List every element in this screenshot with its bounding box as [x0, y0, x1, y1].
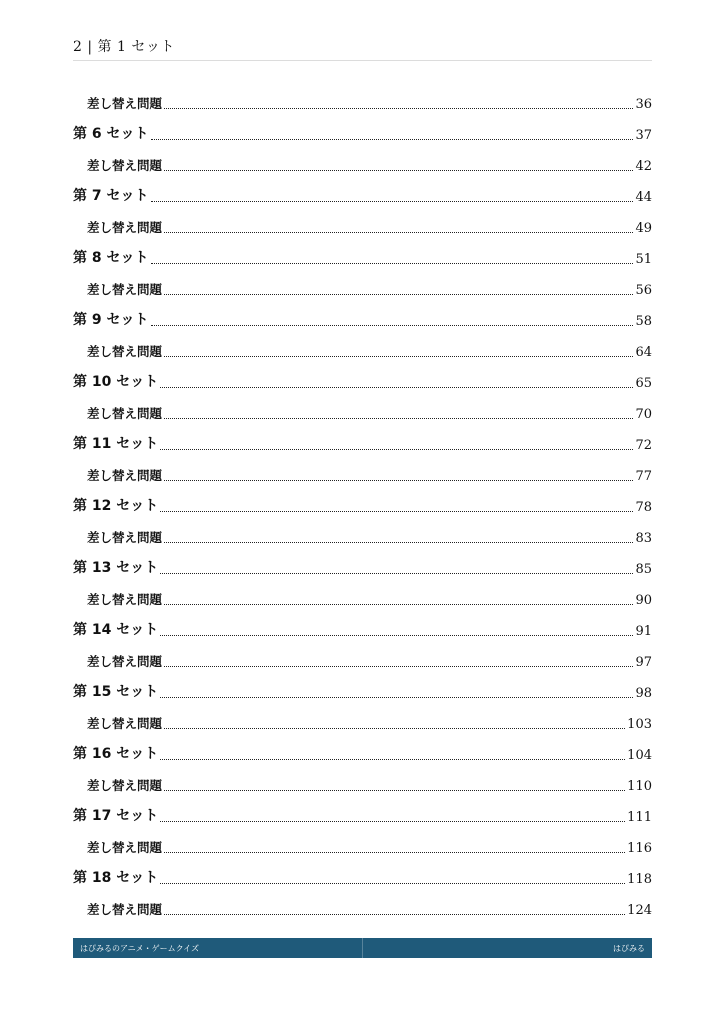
toc-entry-page-number: 104 — [627, 748, 652, 763]
dot-leader — [164, 293, 633, 295]
header-divider — [73, 60, 652, 61]
toc-entry-label: 第 8 セット — [73, 250, 149, 266]
toc-entry-set[interactable] — [73, 737, 652, 768]
toc-entry-label: 第 15 セット — [73, 684, 159, 700]
toc-entry-page-number: 36 — [635, 97, 652, 112]
toc-entry-page-number: 56 — [635, 283, 652, 298]
toc-entry-label: 差し替え問題 — [87, 96, 163, 111]
dot-leader — [164, 727, 625, 729]
toc-entry-replacement[interactable] — [73, 272, 652, 303]
toc-entry-label: 差し替え問題 — [87, 468, 163, 483]
toc-entry-replacement[interactable] — [73, 334, 652, 365]
dot-leader — [164, 851, 625, 853]
toc-entry-label: 第 14 セット — [73, 622, 159, 638]
toc-entry-set[interactable] — [73, 675, 652, 706]
dot-leader — [160, 634, 633, 636]
dot-leader — [164, 789, 625, 791]
toc-entry-label: 第 9 セット — [73, 312, 149, 328]
toc-entry-replacement[interactable] — [73, 86, 652, 117]
toc-entry-label: 差し替え問題 — [87, 840, 163, 855]
dot-leader — [160, 448, 633, 450]
dot-leader — [164, 107, 633, 109]
toc-entry-page-number: 78 — [635, 500, 652, 515]
toc-entry-page-number: 65 — [635, 376, 652, 391]
toc-entry-label: 差し替え問題 — [87, 344, 163, 359]
dot-leader — [151, 262, 634, 264]
toc-entry-page-number: 97 — [635, 655, 652, 670]
toc-entry-label: 差し替え問題 — [87, 716, 163, 731]
page-header: 2 | 第 1 セット — [73, 39, 175, 55]
dot-leader — [160, 758, 625, 760]
toc-entry-set[interactable] — [73, 861, 652, 892]
toc-entry-replacement[interactable] — [73, 582, 652, 613]
toc-entry-label: 差し替え問題 — [87, 530, 163, 545]
toc-entry-set[interactable] — [73, 799, 652, 830]
toc-entry-label: 差し替え問題 — [87, 282, 163, 297]
dot-leader — [164, 541, 633, 543]
toc-entry-page-number: 124 — [627, 903, 652, 918]
toc-entry-replacement[interactable] — [73, 830, 652, 861]
table-of-contents — [73, 86, 652, 923]
toc-entry-label: 差し替え問題 — [87, 654, 163, 669]
dot-leader — [164, 169, 633, 171]
toc-entry-page-number: 85 — [635, 562, 652, 577]
page-footer — [73, 938, 652, 958]
dot-leader — [160, 882, 625, 884]
toc-entry-set[interactable] — [73, 241, 652, 272]
toc-entry-page-number: 37 — [635, 128, 652, 143]
toc-entry-page-number: 90 — [635, 593, 652, 608]
toc-entry-page-number: 42 — [635, 159, 652, 174]
toc-entry-replacement[interactable] — [73, 148, 652, 179]
toc-entry-label: 差し替え問題 — [87, 220, 163, 235]
toc-entry-replacement[interactable] — [73, 892, 652, 923]
dot-leader — [164, 479, 633, 481]
toc-entry-label: 第 16 セット — [73, 746, 159, 762]
toc-entry-replacement[interactable] — [73, 706, 652, 737]
toc-entry-label: 第 13 セット — [73, 560, 159, 576]
toc-entry-label: 差し替え問題 — [87, 902, 163, 917]
toc-entry-replacement[interactable] — [73, 768, 652, 799]
dot-leader — [164, 603, 633, 605]
footer-author: はぴみる — [613, 943, 645, 953]
toc-entry-label: 差し替え問題 — [87, 592, 163, 607]
toc-entry-page-number: 116 — [627, 841, 652, 856]
dot-leader — [164, 417, 633, 419]
dot-leader — [151, 324, 634, 326]
dot-leader — [160, 510, 633, 512]
toc-entry-page-number: 118 — [627, 872, 652, 887]
dot-leader — [151, 138, 634, 140]
toc-entry-replacement[interactable] — [73, 520, 652, 551]
toc-entry-set[interactable] — [73, 613, 652, 644]
toc-entry-set[interactable] — [73, 551, 652, 582]
toc-entry-page-number: 91 — [635, 624, 652, 639]
toc-entry-page-number: 70 — [635, 407, 652, 422]
toc-entry-page-number: 98 — [635, 686, 652, 701]
toc-entry-page-number: 49 — [635, 221, 652, 236]
toc-entry-page-number: 58 — [635, 314, 652, 329]
toc-entry-label: 第 6 セット — [73, 126, 149, 142]
toc-entry-set[interactable] — [73, 365, 652, 396]
toc-entry-set[interactable] — [73, 427, 652, 458]
dot-leader — [164, 913, 625, 915]
toc-entry-replacement[interactable] — [73, 396, 652, 427]
toc-entry-replacement[interactable] — [73, 458, 652, 489]
toc-entry-page-number: 103 — [627, 717, 652, 732]
dot-leader — [160, 386, 633, 388]
toc-entry-label: 第 11 セット — [73, 436, 159, 452]
toc-entry-page-number: 51 — [635, 252, 652, 267]
toc-entry-set[interactable] — [73, 179, 652, 210]
toc-entry-label: 第 17 セット — [73, 808, 159, 824]
toc-entry-label: 差し替え問題 — [87, 406, 163, 421]
toc-entry-label: 差し替え問題 — [87, 158, 163, 173]
toc-entry-page-number: 110 — [627, 779, 652, 794]
toc-entry-label: 第 10 セット — [73, 374, 159, 390]
toc-entry-page-number: 72 — [635, 438, 652, 453]
dot-leader — [160, 572, 633, 574]
toc-entry-page-number: 111 — [627, 810, 652, 825]
toc-entry-replacement[interactable] — [73, 210, 652, 241]
dot-leader — [160, 696, 633, 698]
toc-entry-label: 第 18 セット — [73, 870, 159, 886]
toc-entry-label: 第 12 セット — [73, 498, 159, 514]
toc-entry-page-number: 44 — [635, 190, 652, 205]
toc-entry-set[interactable] — [73, 117, 652, 148]
toc-entry-label: 第 7 セット — [73, 188, 149, 204]
toc-entry-page-number: 64 — [635, 345, 652, 360]
dot-leader — [160, 820, 625, 822]
toc-entry-page-number: 83 — [635, 531, 652, 546]
toc-entry-replacement[interactable] — [73, 644, 652, 675]
dot-leader — [151, 200, 634, 202]
toc-entry-set[interactable] — [73, 489, 652, 520]
dot-leader — [164, 231, 633, 233]
dot-leader — [164, 665, 633, 667]
footer-title: はぴみるのアニメ・ゲームクイズ — [80, 943, 200, 953]
footer-divider — [362, 938, 363, 958]
dot-leader — [164, 355, 633, 357]
toc-entry-set[interactable] — [73, 303, 652, 334]
toc-entry-page-number: 77 — [635, 469, 652, 484]
toc-entry-label: 差し替え問題 — [87, 778, 163, 793]
